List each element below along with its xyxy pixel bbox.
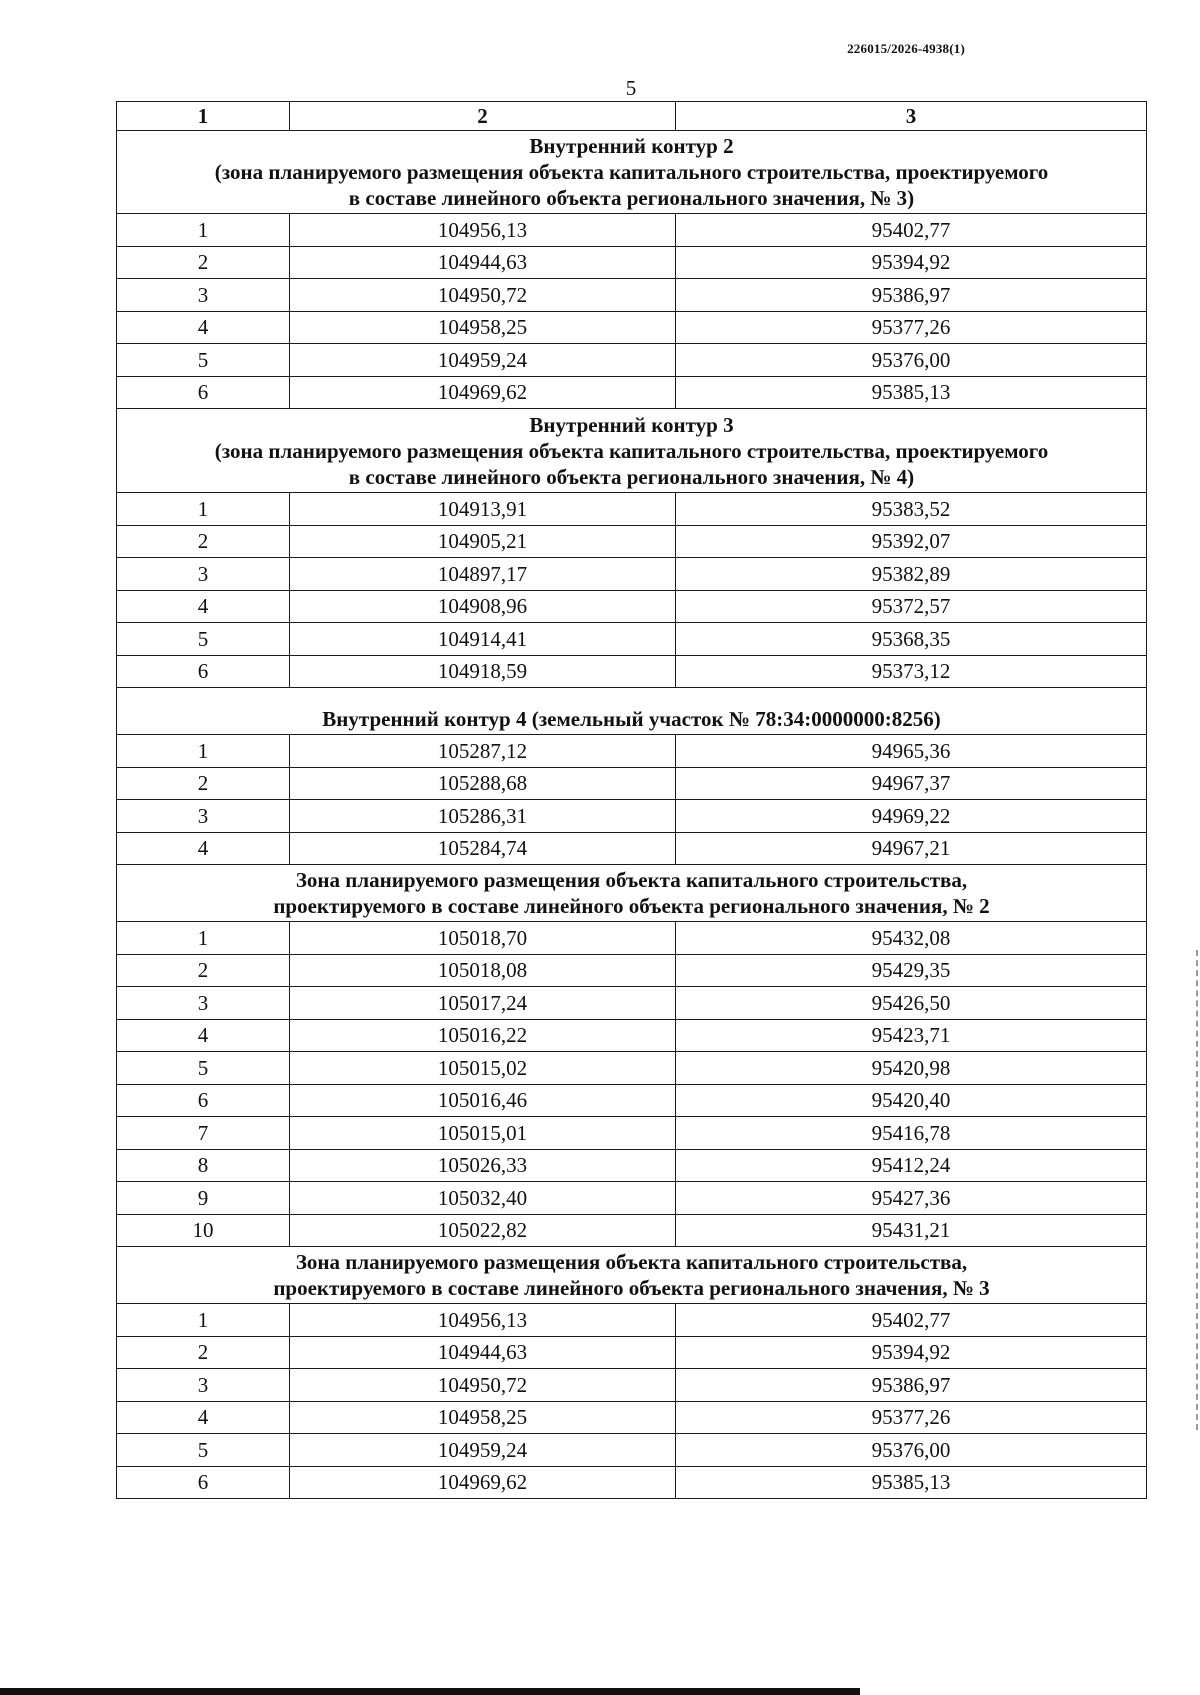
x-coordinate-cell: 104959,24 [290, 344, 676, 377]
point-number-cell: 1 [117, 1304, 290, 1337]
point-number-cell: 6 [117, 655, 290, 688]
point-number-cell: 3 [117, 558, 290, 591]
x-coordinate-cell: 104959,24 [290, 1434, 676, 1467]
scan-edge-marks [1193, 950, 1198, 1430]
y-coordinate-cell: 94967,21 [676, 832, 1147, 865]
table-row [117, 1434, 1147, 1467]
x-coordinate-cell: 105287,12 [290, 735, 676, 768]
table-row [117, 344, 1147, 377]
y-coordinate-cell: 95386,97 [676, 279, 1147, 312]
x-coordinate-cell: 104908,96 [290, 590, 676, 623]
point-number-cell: 10 [117, 1214, 290, 1247]
table-row [117, 1019, 1147, 1052]
point-number-cell: 2 [117, 1336, 290, 1369]
section-title-row [117, 1247, 1147, 1304]
point-number-cell: 6 [117, 1466, 290, 1499]
x-coordinate-cell: 105018,08 [290, 954, 676, 987]
page-number: 5 [625, 76, 637, 100]
point-number-cell: 5 [117, 623, 290, 656]
section-title-line: проектируемого в составе линейного объекта регионального значения, № 3 [273, 1276, 990, 1300]
point-number-cell: 8 [117, 1149, 290, 1182]
y-coordinate-cell: 95394,92 [676, 246, 1147, 279]
x-coordinate-cell: 104897,17 [290, 558, 676, 591]
x-coordinate-cell: 104969,62 [290, 1466, 676, 1499]
table-body [117, 102, 1147, 1499]
y-coordinate-cell: 95373,12 [676, 655, 1147, 688]
coordinates-table [116, 101, 1147, 1499]
table-row [117, 1084, 1147, 1117]
point-number-cell: 5 [117, 1052, 290, 1085]
section-title-line: (зона планируемого размещения объекта капитального строительства, проектируемого [214, 439, 1049, 463]
x-coordinate-cell: 104918,59 [290, 655, 676, 688]
section-title [117, 688, 1147, 735]
table-row [117, 922, 1147, 955]
x-coordinate-cell: 104944,63 [290, 246, 676, 279]
point-number-cell: 9 [117, 1182, 290, 1215]
x-coordinate-cell: 105026,33 [290, 1149, 676, 1182]
y-coordinate-cell: 95429,35 [676, 954, 1147, 987]
table-row [117, 493, 1147, 526]
y-coordinate-cell: 95372,57 [676, 590, 1147, 623]
x-coordinate-cell: 104914,41 [290, 623, 676, 656]
point-number-cell: 4 [117, 311, 290, 344]
section-title-line: Зона планируемого размещения объекта капитального строительства, [295, 868, 968, 892]
x-coordinate-cell: 104905,21 [290, 525, 676, 558]
point-number-cell: 4 [117, 1401, 290, 1434]
table-row [117, 1369, 1147, 1402]
y-coordinate-cell: 95386,97 [676, 1369, 1147, 1402]
y-coordinate-cell: 95432,08 [676, 922, 1147, 955]
point-number-cell: 2 [117, 246, 290, 279]
y-coordinate-cell: 95420,40 [676, 1084, 1147, 1117]
y-coordinate-cell: 95377,26 [676, 1401, 1147, 1434]
section-title [117, 409, 1147, 493]
y-coordinate-cell: 95416,78 [676, 1117, 1147, 1150]
x-coordinate-cell: 105286,31 [290, 800, 676, 833]
point-number-cell: 3 [117, 279, 290, 312]
y-coordinate-cell: 95368,35 [676, 623, 1147, 656]
point-number-cell: 1 [117, 214, 290, 247]
table-row [117, 558, 1147, 591]
y-coordinate-cell: 95376,00 [676, 344, 1147, 377]
section-title-row [117, 688, 1147, 735]
point-number-cell: 3 [117, 800, 290, 833]
section-title-line: в составе линейного объекта регионального значения, № 3) [348, 186, 915, 210]
table-row [117, 525, 1147, 558]
point-number-cell: 1 [117, 493, 290, 526]
table-header-row [117, 102, 1147, 131]
point-number-cell: 3 [117, 1369, 290, 1402]
table-row [117, 1182, 1147, 1215]
y-coordinate-cell: 95383,52 [676, 493, 1147, 526]
x-coordinate-cell: 104913,91 [290, 493, 676, 526]
point-number-cell: 6 [117, 376, 290, 409]
section-title [117, 865, 1147, 922]
point-number-cell: 4 [117, 1019, 290, 1052]
y-coordinate-cell: 95402,77 [676, 1304, 1147, 1337]
section-title-row [117, 865, 1147, 922]
table-row [117, 1466, 1147, 1499]
y-coordinate-cell: 95385,13 [676, 376, 1147, 409]
section-title [117, 131, 1147, 214]
point-number-cell: 6 [117, 1084, 290, 1117]
section-title-row [117, 131, 1147, 214]
table-row [117, 987, 1147, 1020]
section-title-row [117, 409, 1147, 493]
section-title [117, 1247, 1147, 1304]
point-number-cell: 5 [117, 344, 290, 377]
x-coordinate-cell: 105032,40 [290, 1182, 676, 1215]
y-coordinate-cell: 95385,13 [676, 1466, 1147, 1499]
table-row [117, 590, 1147, 623]
section-title-line: Внутренний контур 2 [529, 134, 734, 158]
y-coordinate-cell: 95431,21 [676, 1214, 1147, 1247]
x-coordinate-cell: 105017,24 [290, 987, 676, 1020]
y-coordinate-cell: 94967,37 [676, 767, 1147, 800]
x-coordinate-cell: 104950,72 [290, 279, 676, 312]
y-coordinate-cell: 95382,89 [676, 558, 1147, 591]
y-coordinate-cell: 95420,98 [676, 1052, 1147, 1085]
x-coordinate-cell: 105022,82 [290, 1214, 676, 1247]
table-row [117, 1052, 1147, 1085]
x-coordinate-cell: 105284,74 [290, 832, 676, 865]
y-coordinate-cell: 95402,77 [676, 214, 1147, 247]
document-id: 226015/2026-4938(1) [847, 41, 965, 56]
table-row [117, 1336, 1147, 1369]
y-coordinate-cell: 95394,92 [676, 1336, 1147, 1369]
table-row [117, 279, 1147, 312]
table-row [117, 376, 1147, 409]
x-coordinate-cell: 105016,46 [290, 1084, 676, 1117]
table-row [117, 1401, 1147, 1434]
x-coordinate-cell: 105015,02 [290, 1052, 676, 1085]
point-number-cell: 2 [117, 767, 290, 800]
point-number-cell: 1 [117, 922, 290, 955]
table-row [117, 1304, 1147, 1337]
y-coordinate-cell: 95377,26 [676, 311, 1147, 344]
point-number-cell: 3 [117, 987, 290, 1020]
y-coordinate-cell: 94965,36 [676, 735, 1147, 768]
point-number-cell: 7 [117, 1117, 290, 1150]
table-row [117, 246, 1147, 279]
x-coordinate-cell: 104958,25 [290, 1401, 676, 1434]
y-coordinate-cell: 95426,50 [676, 987, 1147, 1020]
x-coordinate-cell: 105015,01 [290, 1117, 676, 1150]
x-coordinate-cell: 105018,70 [290, 922, 676, 955]
x-coordinate-cell: 104944,63 [290, 1336, 676, 1369]
x-coordinate-cell: 105016,22 [290, 1019, 676, 1052]
column-header-x: 2 [290, 102, 676, 131]
table-row [117, 735, 1147, 768]
section-title-line: Внутренний контур 3 [529, 413, 734, 437]
table-row [117, 1214, 1147, 1247]
y-coordinate-cell: 94969,22 [676, 800, 1147, 833]
column-header-y: 3 [676, 102, 1147, 131]
point-number-cell: 1 [117, 735, 290, 768]
table-row [117, 214, 1147, 247]
section-title-line: проектируемого в составе линейного объекта регионального значения, № 2 [273, 894, 990, 918]
section-title-line: в составе линейного объекта регионального значения, № 4) [348, 465, 915, 489]
point-number-cell: 4 [117, 590, 290, 623]
x-coordinate-cell: 104950,72 [290, 1369, 676, 1402]
x-coordinate-cell: 104969,62 [290, 376, 676, 409]
x-coordinate-cell: 104958,25 [290, 311, 676, 344]
table-row [117, 800, 1147, 833]
table-row [117, 1117, 1147, 1150]
y-coordinate-cell: 95376,00 [676, 1434, 1147, 1467]
table-row [117, 832, 1147, 865]
section-title-line: Внутренний контур 4 (земельный участок № 78:34:0000000:8256) [322, 707, 941, 731]
x-coordinate-cell: 104956,13 [290, 1304, 676, 1337]
y-coordinate-cell: 95392,07 [676, 525, 1147, 558]
section-title-line: (зона планируемого размещения объекта капитального строительства, проектируемого [214, 160, 1049, 184]
y-coordinate-cell: 95427,36 [676, 1182, 1147, 1215]
table-row [117, 1149, 1147, 1182]
x-coordinate-cell: 104956,13 [290, 214, 676, 247]
table-row [117, 623, 1147, 656]
x-coordinate-cell: 105288,68 [290, 767, 676, 800]
section-title-line: Зона планируемого размещения объекта капитального строительства, [295, 1250, 968, 1274]
point-number-cell: 2 [117, 954, 290, 987]
table-row [117, 767, 1147, 800]
table-row [117, 311, 1147, 344]
scan-bottom-rule [0, 1688, 860, 1695]
table-row [117, 655, 1147, 688]
point-number-cell: 2 [117, 525, 290, 558]
y-coordinate-cell: 95423,71 [676, 1019, 1147, 1052]
point-number-cell: 5 [117, 1434, 290, 1467]
point-number-cell: 4 [117, 832, 290, 865]
column-header-number: 1 [117, 102, 290, 131]
y-coordinate-cell: 95412,24 [676, 1149, 1147, 1182]
table-row [117, 954, 1147, 987]
